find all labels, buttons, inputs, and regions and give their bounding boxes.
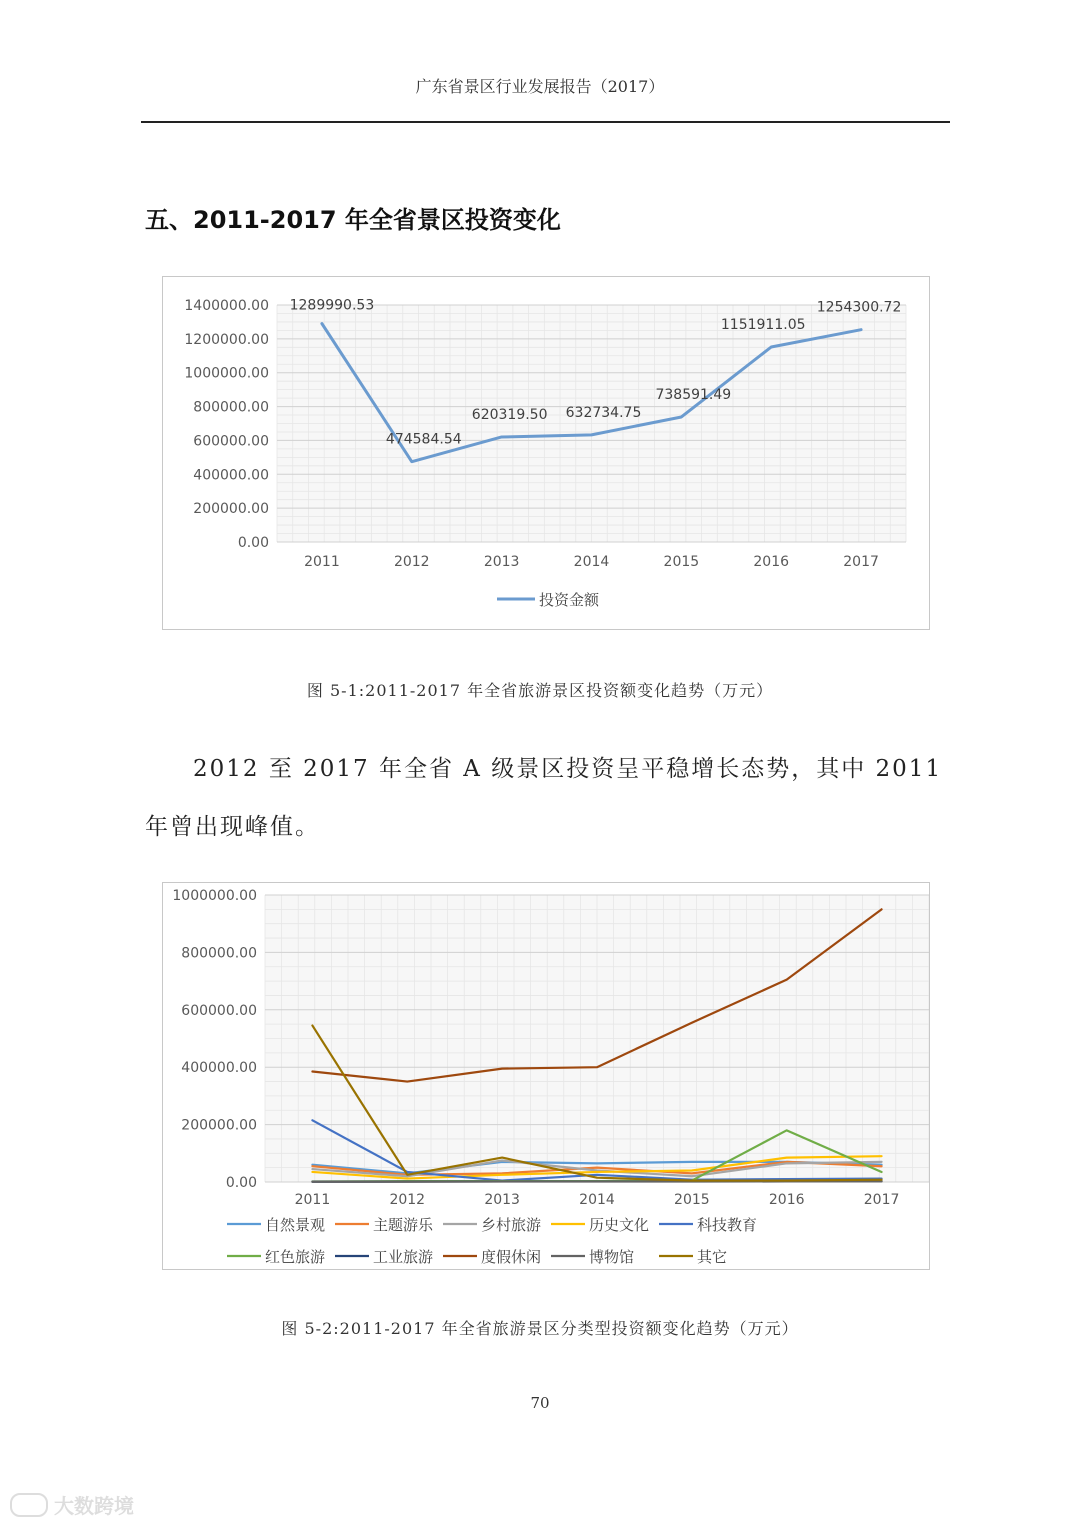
legend-label: 度假休闲 — [481, 1248, 542, 1266]
y-tick-label: 0.00 — [237, 535, 269, 551]
x-tick-label: 2012 — [393, 554, 430, 570]
y-tick-label: 800000.00 — [181, 945, 257, 962]
data-label: 632734.75 — [565, 404, 642, 421]
data-label: 1254300.72 — [816, 299, 902, 316]
legend-label: 主题游乐 — [373, 1216, 434, 1234]
y-tick-label: 200000.00 — [181, 1117, 257, 1134]
legend-label: 投资金额 — [539, 591, 600, 609]
legend-label: 工业旅游 — [373, 1248, 434, 1266]
y-tick-label: 0.00 — [225, 1175, 257, 1191]
y-tick-label: 800000.00 — [193, 399, 269, 416]
y-tick-label: 400000.00 — [181, 1060, 257, 1077]
y-tick-label: 600000.00 — [181, 1002, 257, 1019]
y-tick-label: 400000.00 — [193, 467, 269, 484]
legend-label: 科技教育 — [697, 1216, 758, 1234]
data-label: 738591.49 — [655, 386, 732, 403]
data-label: 620319.50 — [471, 406, 548, 423]
x-tick-label: 2014 — [573, 554, 610, 570]
y-tick-label: 1000000.00 — [172, 888, 257, 904]
x-tick-label: 2015 — [674, 1192, 710, 1208]
y-tick-label: 1400000.00 — [184, 298, 269, 314]
legend-label: 乡村旅游 — [481, 1216, 542, 1234]
data-label: 1151911.05 — [720, 316, 806, 333]
x-tick-label: 2017 — [863, 1192, 900, 1208]
x-tick-label: 2016 — [753, 554, 790, 570]
legend-label: 博物馆 — [589, 1248, 635, 1266]
y-tick-label: 1200000.00 — [184, 331, 269, 348]
y-tick-label: 200000.00 — [193, 501, 269, 518]
x-tick-label: 2011 — [304, 554, 340, 570]
watermark-logo-icon — [10, 1493, 48, 1517]
x-tick-label: 2011 — [294, 1192, 331, 1208]
legend-label: 其它 — [697, 1248, 728, 1266]
watermark — [10, 1490, 134, 1519]
x-tick-label: 2017 — [843, 554, 879, 570]
chart2-frame — [162, 882, 930, 1270]
data-label: 474584.54 — [385, 431, 462, 448]
x-tick-label: 2014 — [579, 1192, 615, 1208]
chart1-frame — [162, 276, 930, 630]
legend-label: 自然景观 — [265, 1216, 326, 1234]
watermark-text: 大数跨境 — [54, 1494, 134, 1518]
legend-label: 红色旅游 — [265, 1248, 326, 1266]
x-tick-label: 2015 — [663, 554, 700, 570]
chart2-caption: 图 5-2:2011-2017 年全省旅游景区分类型投资额变化趋势（万元） — [281, 1319, 799, 1338]
category-line-chart — [163, 883, 929, 1269]
section-title: 五、2011-2017 年全省景区投资变化 — [145, 206, 561, 234]
x-tick-label: 2012 — [389, 1192, 426, 1208]
y-tick-label: 600000.00 — [193, 433, 269, 450]
page-number: 70 — [530, 1394, 550, 1412]
data-label: 1289990.53 — [289, 297, 375, 314]
page-header: 广东省景区行业发展报告（2017） — [415, 77, 665, 96]
investment-line-chart — [163, 277, 929, 629]
x-tick-label: 2016 — [768, 1192, 805, 1208]
y-tick-label: 1000000.00 — [184, 365, 269, 382]
body-paragraph: 2012 至 2017 年全省 A 级景区投资呈平稳增长态势，其中 2011 年曾出现峰值。 — [145, 756, 943, 840]
chart1-caption: 图 5-1:2011-2017 年全省旅游景区投资额变化趋势（万元） — [306, 681, 774, 700]
legend-label: 历史文化 — [589, 1216, 650, 1234]
header-rule — [141, 121, 950, 123]
x-tick-label: 2013 — [484, 1192, 520, 1208]
x-tick-label: 2013 — [483, 554, 520, 570]
